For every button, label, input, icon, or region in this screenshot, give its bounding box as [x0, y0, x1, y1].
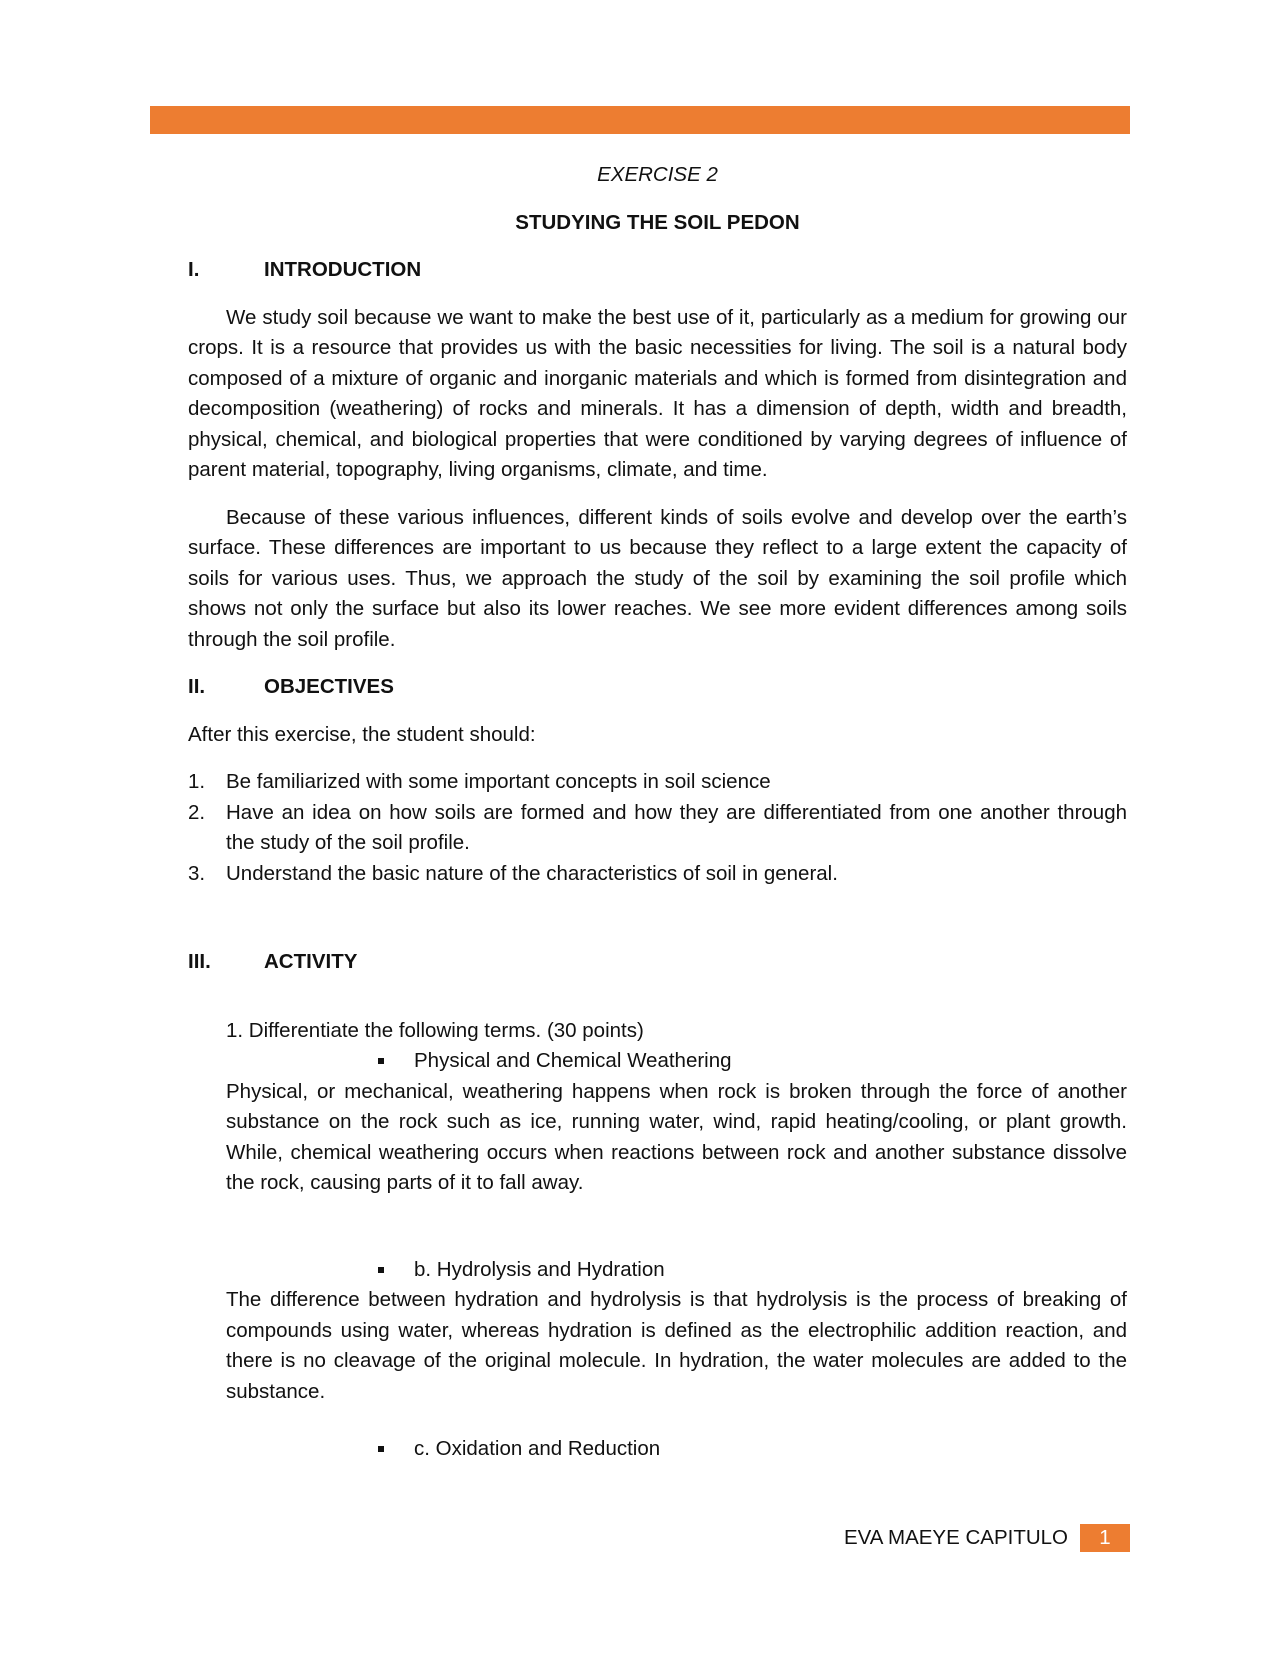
- square-bullet-icon: [378, 1058, 384, 1064]
- term-bullet: [226, 1046, 1127, 1077]
- page-number: 1: [1080, 1524, 1130, 1552]
- list-number: 3.: [188, 861, 206, 885]
- list-item: [188, 798, 1127, 859]
- section-heading-activity: [188, 947, 1127, 978]
- section-number: I.: [188, 258, 200, 281]
- square-bullet-icon: [378, 1267, 384, 1273]
- term-label: b. Hydrolysis and Hydration: [414, 1257, 665, 1281]
- list-text: Have an idea on how soils are formed and how they are differentiated from one another through the study of the soil profile.: [226, 800, 1127, 854]
- term-bullet: [226, 1434, 1127, 1465]
- list-text: Understand the basic nature of the characteristics of soil in general.: [226, 861, 838, 885]
- intro-paragraph: We study soil because we want to make the best use of it, particularly as a medium for growing our crops. It is a resource that provides us with the basic necessities for living. The soil is a natural body composed of a mixture of organic and inorganic materials and which is formed from disintegration and decomposition (weathering) of rocks and minerals. It has a dimension of depth, width and breadth, physical, chemical, and biological properties that were conditioned by varying degrees of influence of parent material, topography, living organisms, climate, and time.: [188, 305, 1127, 481]
- term-answer: The difference between hydration and hydrolysis is that hydrolysis is the process of breaking of compounds using water, whereas hydration is defined as the electrophilic addition reaction, and there is no cleavage of the original molecule. In hydration, the water molecules are added to the substance.: [226, 1288, 1127, 1403]
- list-number: 1.: [188, 770, 206, 793]
- list-item: [188, 767, 1127, 798]
- section-title: INTRODUCTION: [264, 258, 422, 281]
- activity-block: [226, 1016, 1127, 1465]
- document-title: STUDYING THE SOIL PEDON: [515, 210, 800, 234]
- list-number: 2.: [188, 800, 206, 824]
- intro-paragraph: Because of these various influences, different kinds of soils evolve and develop over the earth’s surface. These differences are important to us because they reflect to a large extent the capacity of soils for various uses. Thus, we approach the study of the soil by examining the soil profile which shows not only the surface but also its lower reaches. We see more evident differences among soils through the soil profile.: [188, 505, 1127, 651]
- author-name: EVA MAEYE CAPITULO: [843, 1526, 1068, 1549]
- objectives-lead: After this exercise, the student should:: [188, 722, 536, 746]
- header-accent-bar: [150, 106, 1130, 134]
- section-title: ACTIVITY: [264, 950, 358, 973]
- activity-question: 1. Differentiate the following terms. (30 points): [226, 1018, 644, 1042]
- square-bullet-icon: [378, 1446, 384, 1452]
- term-bullet: [226, 1255, 1127, 1286]
- section-heading-introduction: [188, 255, 1127, 286]
- term-answer: Physical, or mechanical, weathering happens when rock is broken through the force of another substance on the rock such as ice, running water, wind, rapid heating/cooling, or plant growth. While, chemical weathering occurs when reactions between rock and another substance dissolve the rock, causing parts of it to fall away.: [226, 1079, 1127, 1194]
- section-number: III.: [188, 950, 211, 973]
- document-body: [188, 160, 1127, 1465]
- exercise-label: EXERCISE 2: [597, 163, 718, 186]
- page-footer: [844, 1524, 1130, 1552]
- list-item: [188, 859, 1127, 890]
- objectives-list: [188, 767, 1127, 889]
- term-label: c. Oxidation and Reduction: [414, 1437, 661, 1460]
- section-heading-objectives: [188, 672, 1127, 703]
- section-title: OBJECTIVES: [264, 675, 394, 698]
- term-label: Physical and Chemical Weathering: [414, 1049, 732, 1072]
- list-text: Be familiarized with some important concepts in soil science: [226, 770, 771, 793]
- section-number: II.: [188, 675, 206, 698]
